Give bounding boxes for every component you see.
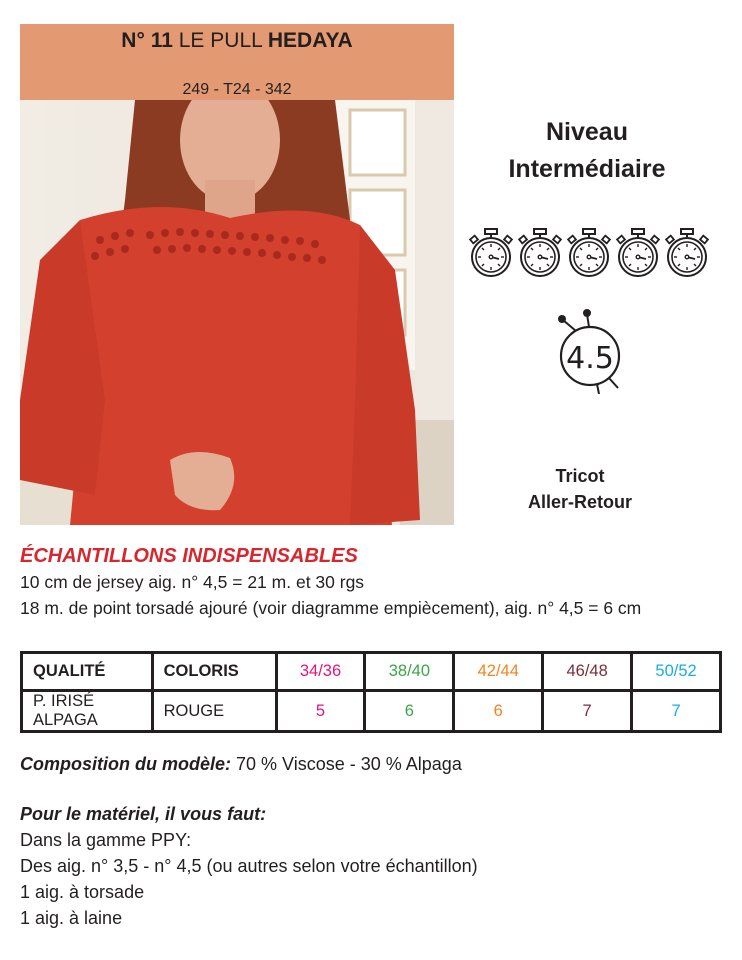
technique: [500, 463, 660, 515]
pattern-number: N° 11: [121, 29, 173, 52]
table-header-row: [22, 653, 721, 691]
stopwatch-icon: [468, 228, 514, 278]
cell-color: ROUGE: [152, 691, 276, 732]
list-item: Des aig. n° 3,5 - n° 4,5 (ou autres selon votre échantillon): [20, 856, 478, 876]
pattern-reference: 249 - T24 - 342: [182, 81, 292, 98]
stopwatch-icon: [566, 228, 612, 278]
cell-quality: P. IRISÉ ALPAGA: [22, 691, 153, 732]
pattern-title: [20, 28, 454, 54]
cell-quantity: 7: [543, 691, 632, 732]
cell-quantity: 6: [454, 691, 543, 732]
knitting-needle-ball-icon: [550, 308, 630, 394]
pattern-header: [20, 24, 454, 100]
svg-text:4.5: 4.5: [566, 341, 614, 376]
header-quality: QUALITÉ: [22, 653, 153, 691]
header-color: COLORIS: [152, 653, 276, 691]
sweater-photo-illustration: [20, 100, 454, 525]
header-size: 46/48: [543, 653, 632, 691]
cell-quantity: 5: [276, 691, 365, 732]
difficulty-stopwatches: [468, 228, 710, 278]
materials-heading: Pour le matériel, il vous faut:: [20, 804, 267, 824]
header-size: 42/44: [454, 653, 543, 691]
yarn-table: [20, 651, 722, 733]
composition: [20, 752, 462, 776]
cell-quantity: 6: [365, 691, 454, 732]
sample-line: 18 m. de point torsadé ajouré (voir diagramme empiècement), aig. n° 4,5 = 6 cm: [20, 598, 642, 618]
stopwatch-icon: [615, 228, 661, 278]
composition-value: 70 % Viscose - 30 % Alpaga: [236, 754, 462, 774]
table-row: [22, 691, 721, 732]
stopwatch-icon: [517, 228, 563, 278]
model-photo: [20, 100, 454, 525]
sample-line: 10 cm de jersey aig. n° 4,5 = 21 m. et 30 rgs: [20, 572, 365, 592]
list-item: 1 aig. à torsade: [20, 882, 145, 902]
stopwatch-icon: [664, 228, 710, 278]
difficulty-level: [462, 114, 712, 188]
composition-label: Composition du modèle:: [20, 754, 231, 774]
pattern-name: HEDAYA: [267, 29, 353, 52]
technique-line-2: Aller-Retour: [527, 492, 632, 512]
header-size: 50/52: [632, 653, 721, 691]
materials-list: [20, 827, 478, 931]
level-value: Intermédiaire: [508, 155, 666, 183]
list-item: Dans la gamme PPY:: [20, 830, 192, 850]
header-size: 38/40: [365, 653, 454, 691]
samples-heading: ÉCHANTILLONS INDISPENSABLES: [20, 545, 358, 567]
cell-quantity: 7: [632, 691, 721, 732]
header-size: 34/36: [276, 653, 365, 691]
pattern-title-light: LE PULL: [178, 29, 263, 52]
level-label: Niveau: [546, 118, 628, 146]
list-item: 1 aig. à laine: [20, 908, 123, 928]
technique-line-1: Tricot: [555, 466, 605, 486]
